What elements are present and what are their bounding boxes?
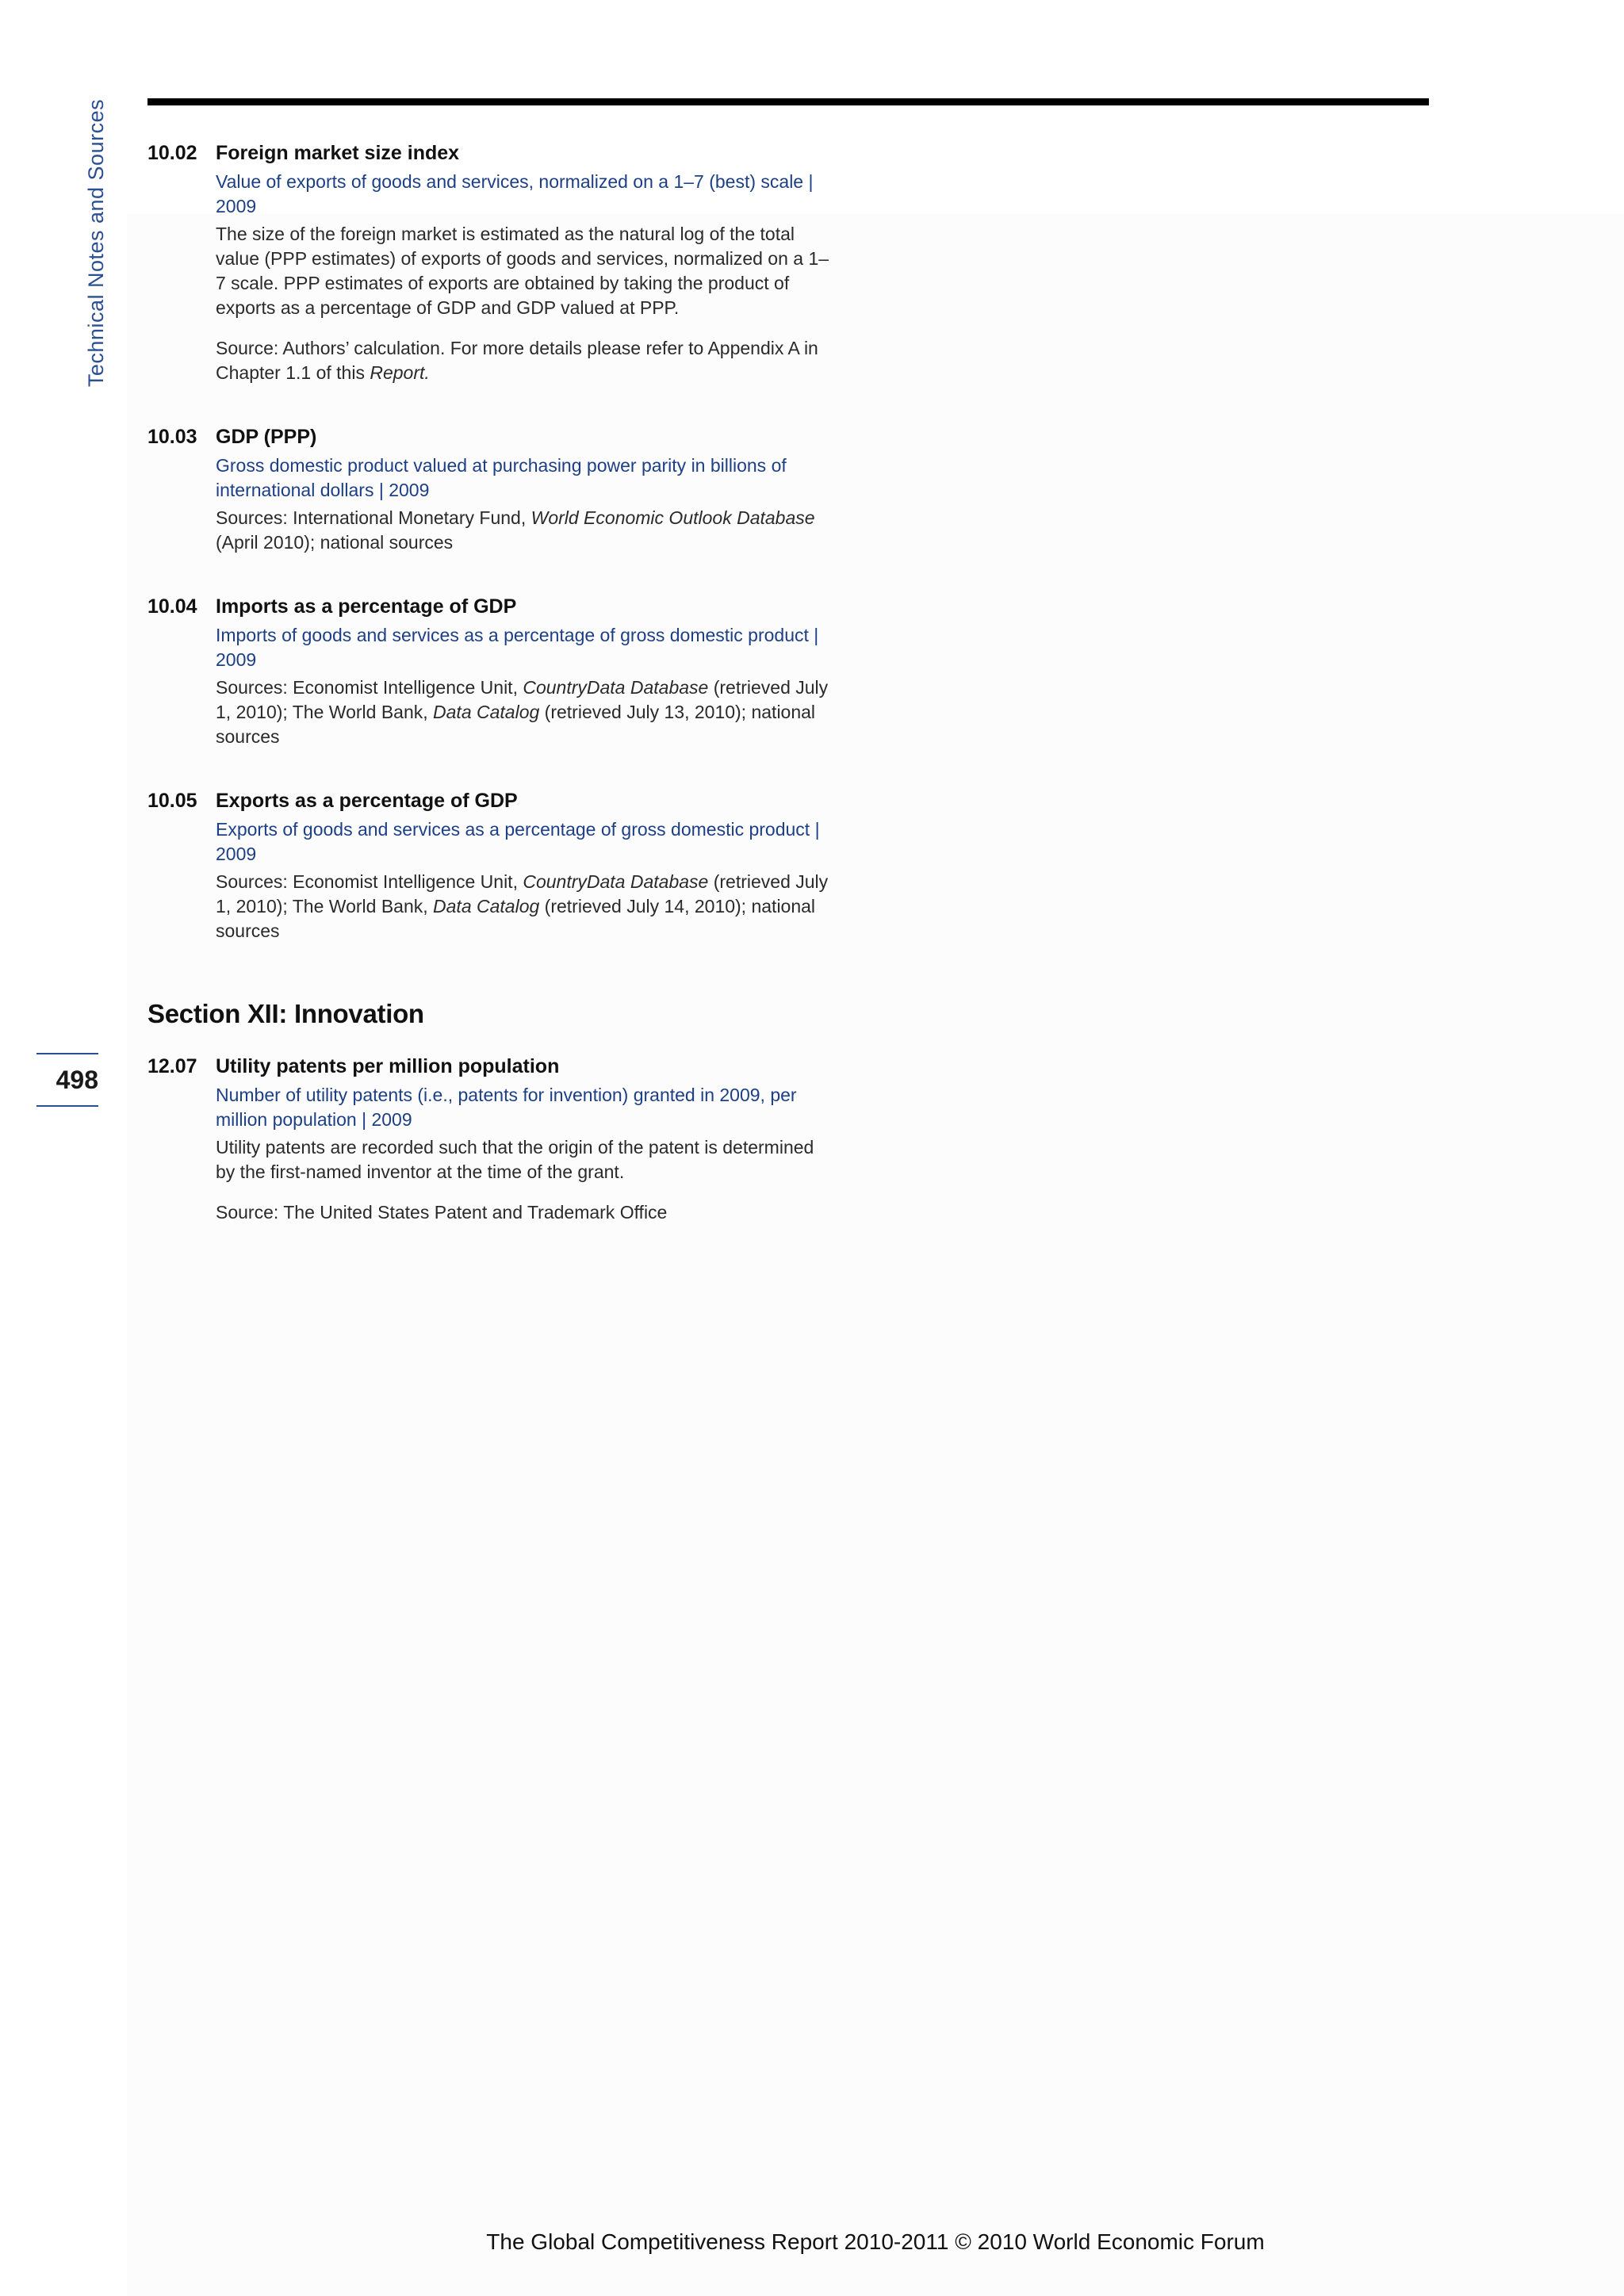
entry-number: 10.03 (147, 426, 197, 448)
entry-source: Source: The United States Patent and Trademark Office (216, 1202, 668, 1223)
entry-description: Utility patents are recorded such that the origin of the patent is determined by the first-named inventor at the time of the grant. (216, 1137, 814, 1182)
entry-12-07 (147, 1053, 829, 1225)
entry-heading (147, 593, 829, 620)
entry-number: 10.05 (147, 790, 197, 812)
entry-subtitle: Number of utility patents (i.e., patents for invention) granted in 2009, per million population | 2009 (216, 1085, 797, 1130)
entry-source: Source: Authors’ calculation. For more details please refer to Appendix A in Chapter 1.1 of this Report. (216, 338, 818, 383)
entry-title: Utility patents per million population (216, 1055, 560, 1077)
entry-description: The size of the foreign market is estimated as the natural log of the total value (PPP estimates) of exports of goods and services, normalized on a 1–7 scale. PPP estimates of exports are obtained by taking the product of exports as a percentage of GDP and GDP valued at PPP. (216, 224, 829, 318)
entry-subtitle: Imports of goods and services as a percentage of gross domestic product | 2009 (216, 625, 819, 670)
page-number-box (36, 1053, 98, 1107)
entry-number: 12.07 (147, 1055, 197, 1077)
entry-subtitle: Exports of goods and services as a percentage of gross domestic product | 2009 (216, 819, 820, 864)
entry-heading (147, 140, 829, 166)
section-title: Section XII: Innovation (147, 999, 424, 1028)
top-rule (147, 98, 1429, 105)
entry-source: Sources: International Monetary Fund, World Economic Outlook Database (April 2010); national sources (216, 507, 815, 553)
entry-title: Exports as a percentage of GDP (216, 790, 518, 812)
footer (0, 2229, 1624, 2255)
entry-title: Imports as a percentage of GDP (216, 595, 517, 618)
entry-title: GDP (PPP) (216, 426, 317, 448)
main-content (147, 140, 829, 1263)
entry-10-03 (147, 423, 829, 555)
entry-10-02 (147, 140, 829, 385)
entry-10-04 (147, 593, 829, 749)
page-number: 498 (56, 1065, 98, 1094)
footer-text: The Global Competitiveness Report 2010-2011 © 2010 World Economic Forum (486, 2229, 1265, 2254)
entry-subtitle: Value of exports of goods and services, normalized on a 1–7 (best) scale | 2009 (216, 171, 814, 216)
side-running-header (79, 98, 114, 387)
entry-number: 10.04 (147, 595, 197, 618)
entry-heading (147, 787, 829, 814)
entry-number: 10.02 (147, 142, 197, 164)
entry-heading (147, 1053, 829, 1080)
entry-source: Sources: Economist Intelligence Unit, CountryData Database (retrieved July 1, 2010); The World Bank, Data Catalog (retrieved July 13, 2010); national sources (216, 677, 829, 747)
entry-subtitle: Gross domestic product valued at purchasing power parity in billions of international dollars | 2009 (216, 455, 787, 500)
side-running-header-text: Technical Notes and Sources (84, 98, 109, 387)
entry-title: Foreign market size index (216, 142, 460, 164)
entry-heading (147, 423, 829, 450)
entry-10-05 (147, 787, 829, 943)
entry-source: Sources: Economist Intelligence Unit, CountryData Database (retrieved July 1, 2010); The World Bank, Data Catalog (retrieved July 14, 2010); national sources (216, 871, 829, 941)
